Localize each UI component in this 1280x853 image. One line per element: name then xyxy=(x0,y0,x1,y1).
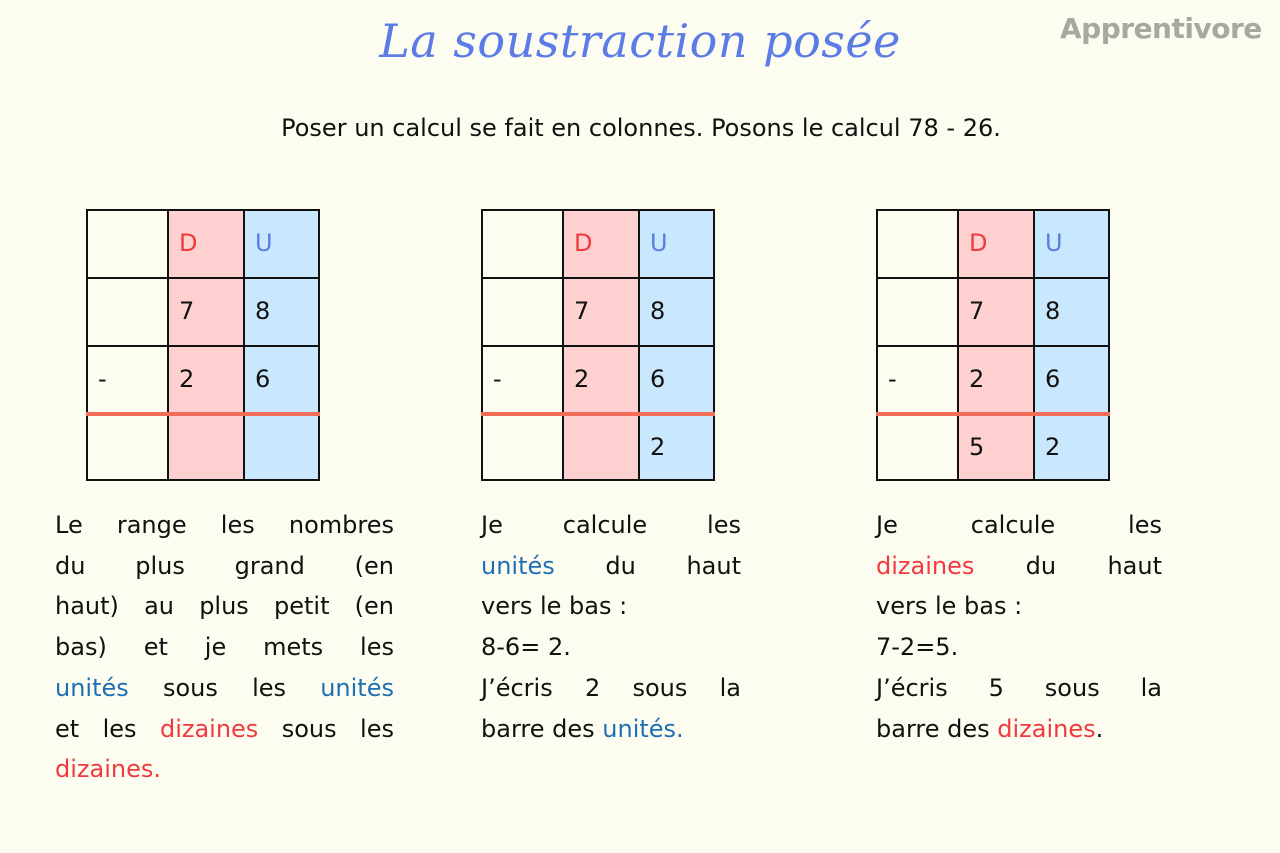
header-dizaines: D xyxy=(179,229,198,257)
header-dizaines: D xyxy=(574,229,593,257)
grid-line xyxy=(1033,209,1035,481)
intro-text: Poser un calcul se fait en colonnes. Posons le calcul 78 - 26. xyxy=(281,114,1001,142)
grid-line xyxy=(1108,209,1110,481)
grid-line xyxy=(876,345,1110,347)
grid-line xyxy=(957,209,959,481)
subtraction-grid-step-2 xyxy=(481,209,715,481)
grid-line xyxy=(86,209,320,211)
text-segment: et les xyxy=(55,714,160,743)
subtraction-grid-step-1 xyxy=(86,209,320,481)
text-segment: . xyxy=(1095,714,1104,743)
dizaines-keyword: dizaines xyxy=(997,714,1096,743)
result-dizaines: 5 xyxy=(969,433,985,461)
grid-line xyxy=(713,209,715,481)
subtraction-grid-step-3 xyxy=(876,209,1110,481)
row2-dizaines: 2 xyxy=(969,365,985,393)
result-bar xyxy=(481,412,715,416)
unites-keyword: unités xyxy=(320,673,394,702)
header-unites: U xyxy=(650,229,668,257)
text-line: vers le bas : xyxy=(481,592,628,621)
text-line: haut) au plus petit (en xyxy=(55,592,394,621)
grid-line xyxy=(876,479,1110,481)
row2-unites: 6 xyxy=(650,365,666,393)
unites-keyword: unités xyxy=(481,551,555,580)
row2-dizaines: 2 xyxy=(574,365,590,393)
grid-line xyxy=(481,479,715,481)
row2-dizaines: 2 xyxy=(179,365,195,393)
grid-line xyxy=(481,277,715,279)
minus-sign: - xyxy=(888,365,897,393)
result-unites: 2 xyxy=(650,433,666,461)
row1-dizaines: 7 xyxy=(969,297,985,325)
text-line: du plus grand (en xyxy=(55,551,394,580)
row2-unites: 6 xyxy=(255,365,271,393)
text-line xyxy=(55,668,394,709)
text-line xyxy=(876,709,1162,750)
result-unites: 2 xyxy=(1045,433,1061,461)
row1-dizaines: 7 xyxy=(574,297,590,325)
unites-keyword: unités. xyxy=(602,714,684,743)
header-unites: U xyxy=(1045,229,1063,257)
text-line xyxy=(481,709,741,750)
brand-logo: Apprentivore xyxy=(1060,12,1262,45)
grid-line xyxy=(876,209,1110,211)
dizaines-keyword: dizaines xyxy=(159,714,259,743)
text-segment: barre des xyxy=(876,714,998,743)
grid-line xyxy=(86,277,320,279)
grid-line xyxy=(876,209,878,481)
text-line xyxy=(481,546,741,587)
grid-line xyxy=(481,209,715,211)
step-2-explanation xyxy=(481,505,741,749)
text-line xyxy=(876,546,1162,587)
result-bar xyxy=(86,412,320,416)
grid-line xyxy=(562,209,564,481)
row1-unites: 8 xyxy=(650,297,666,325)
header-dizaines: D xyxy=(969,229,988,257)
dizaines-keyword: dizaines. xyxy=(55,755,161,784)
text-line: Je calcule les xyxy=(481,511,741,539)
grid-line xyxy=(86,345,320,347)
grid-line xyxy=(243,209,245,481)
text-line: J’écris 5 sous la xyxy=(876,673,1162,702)
text-line: Le range les nombres xyxy=(55,511,394,539)
text-segment: barre des xyxy=(481,714,603,743)
grid-line xyxy=(86,479,320,481)
grid-line xyxy=(481,345,715,347)
grid-line xyxy=(876,277,1110,279)
grid-line xyxy=(86,209,88,481)
minus-sign: - xyxy=(98,365,107,393)
text-line: bas) et je mets les xyxy=(55,633,394,662)
text-line: Je calcule les xyxy=(876,511,1162,539)
unites-keyword: unités xyxy=(55,673,129,702)
calculation-line: 8-6= 2. xyxy=(481,633,571,662)
grid-line xyxy=(638,209,640,481)
text-line: J’écris 2 sous la xyxy=(481,673,741,702)
row2-unites: 6 xyxy=(1045,365,1061,393)
text-line: vers le bas : xyxy=(876,592,1023,621)
result-bar xyxy=(876,412,1110,416)
grid-line xyxy=(481,209,483,481)
calculation-line: 7-2=5. xyxy=(876,633,959,662)
text-segment: du haut xyxy=(974,551,1162,580)
page-title: La soustraction posée xyxy=(379,14,901,68)
text-segment: du haut xyxy=(554,551,741,580)
row1-dizaines: 7 xyxy=(179,297,195,325)
row1-unites: 8 xyxy=(1045,297,1061,325)
text-segment: sous les xyxy=(258,714,394,743)
row1-unites: 8 xyxy=(255,297,271,325)
minus-sign: - xyxy=(493,365,502,393)
text-line xyxy=(55,709,394,750)
grid-line xyxy=(167,209,169,481)
step-1-explanation xyxy=(55,505,394,790)
dizaines-keyword: dizaines xyxy=(876,551,975,580)
header-unites: U xyxy=(255,229,273,257)
grid-line xyxy=(318,209,320,481)
step-3-explanation xyxy=(876,505,1162,749)
text-segment: sous les xyxy=(128,673,321,702)
